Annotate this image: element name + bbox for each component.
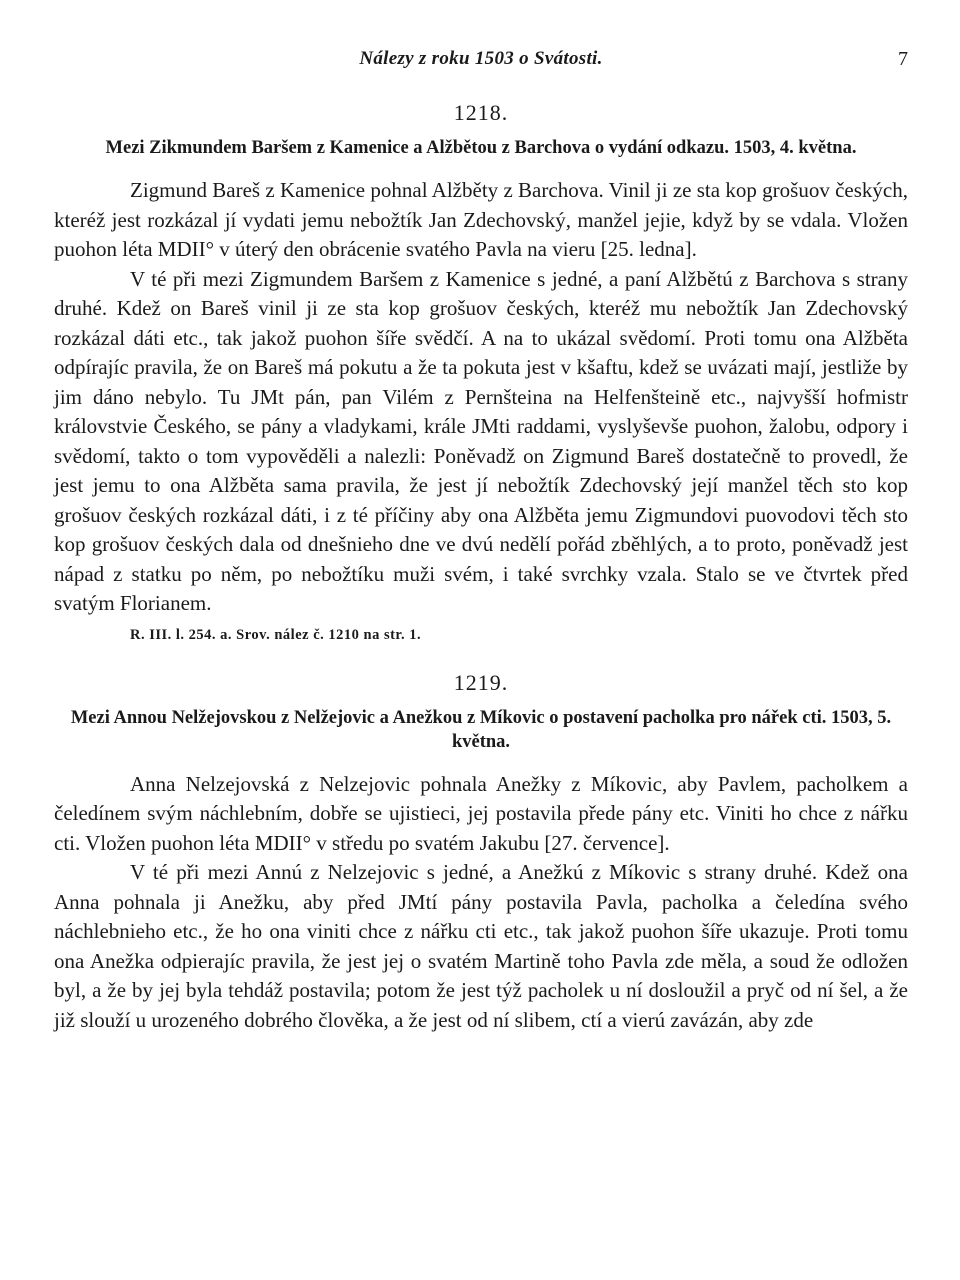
running-head-title: Nálezy z roku 1503 o Svátosti. xyxy=(359,48,603,69)
entry-regest: Mezi Zikmundem Baršem z Kamenice a Alžbětou z Barchova o vydání odkazu. 1503, 4. května. xyxy=(105,138,857,158)
running-head xyxy=(54,40,908,80)
entry-paragraph: V té při mezi Annú z Nelzejovic s jedné, a Anežkú z Míkovic s strany druhé. Kdež ona Anna pohnala ji Anežku, aby před JMtí pány postavila Pavla, pacholka a čeledína svého náchlebnieho etc., že ho ona viniti chce z nářku cti etc., tak jakož puohon šíře ukazuje. Proti tomu ona Anežka odpierajíc pravila, že jest jej o svatém Martině toho Pavla zde měla, a soud že odložen byl, a že by jej byla tehdáž postavila; potom že jest týž pacholek u ní dosloužil a pryč od ní šel, a že již slouží u urozeného dobrého člověka, a že jest od ní slibem, ctí a vierú zavázán, aby zde xyxy=(54,860,908,1032)
entry-paragraph: Zigmund Bareš z Kamenice pohnal Alžběty z Barchova. Vinil ji ze sta kop grošuov českých, kteréž jest rozkázal jí vydati jemu nebožtík Jan Zdechovský, manžel jejie, když by se vdala. Vložen puohon léta MDII° v úterý den obrácenie svatého Pavla na vieru [25. ledna]. xyxy=(54,178,908,261)
entry-paragraph: V té při mezi Zigmundem Baršem z Kamenice s jedné, a paní Alžbětú z Barchova s strany druhé. Kdež on Bareš vinil ji ze sta kop grošuov českých, kteréž mu nebožtík Jan Zdechovský rozkázal dáti etc., tak jakož puohon šíře svědčí. A na to ukázal svědomí. Proti tomu ona Alžběta odpírajíc pravila, že on Bareš má pokutu a že ta pokuta jest v kšaftu, kdež se uvázati mají, jestliže by jim dáno nebylo. Tu JMt pán, pan Vilém z Pernšteina na Helfenšteině etc., najvyšší hofmistr královstvie Českého, se pány a vladykami, krále JMti raddami, vyslyševše puohon, žalobu, odpory i svědomí, takto o tom vypověděli a nalezli: Poněvadž on Zigmund Bareš dostatečně to provedl, že jest jemu to ona Alžběta sama pravila, že jest jí nebožtík Zdechovský její manžel těch sto kop grošuov českých rozkázal dáti, i z té příčiny aby ona Alžběta jemu Zigmundovi puovodovi těch sto kop grošuov českých dala od dnešnieho dne ve dvú nedělí pořád zběhlých, a to proto, poněvadž jest nápad z statku po něm, po nebožtíku muži svém, i také svrchky vzala. Stalo se ve čtvrtek před svatým Florianem. xyxy=(54,266,908,615)
entry-number: 1219. xyxy=(453,669,509,695)
entry-1218 xyxy=(54,100,908,644)
entry-paragraph: Anna Nelzejovská z Nelzejovic pohnala Anežky z Míkovic, aby Pavlem, pacholkem a čeledínem svým náchlebním, dobře se ujistieci, jej postavila přede pány etc. Viniti ho chce z nářku cti. Vložen puohon léta MDII° v středu po svatém Jakubu [27. července]. xyxy=(54,771,908,855)
entry-number: 1218. xyxy=(453,100,509,125)
source-reference: R. III. l. 254. a. Srov. nález č. 1210 na str. 1. xyxy=(130,626,422,643)
entry-1219 xyxy=(54,670,908,1036)
document-page xyxy=(54,40,908,1035)
entry-regest: Mezi Annou Nelžejovskou z Nelžejovic a Anežkou z Míkovic o postavení pacholka pro nářek cti. 1503, 5. května. xyxy=(70,707,892,752)
page-number: 7 xyxy=(898,48,908,70)
